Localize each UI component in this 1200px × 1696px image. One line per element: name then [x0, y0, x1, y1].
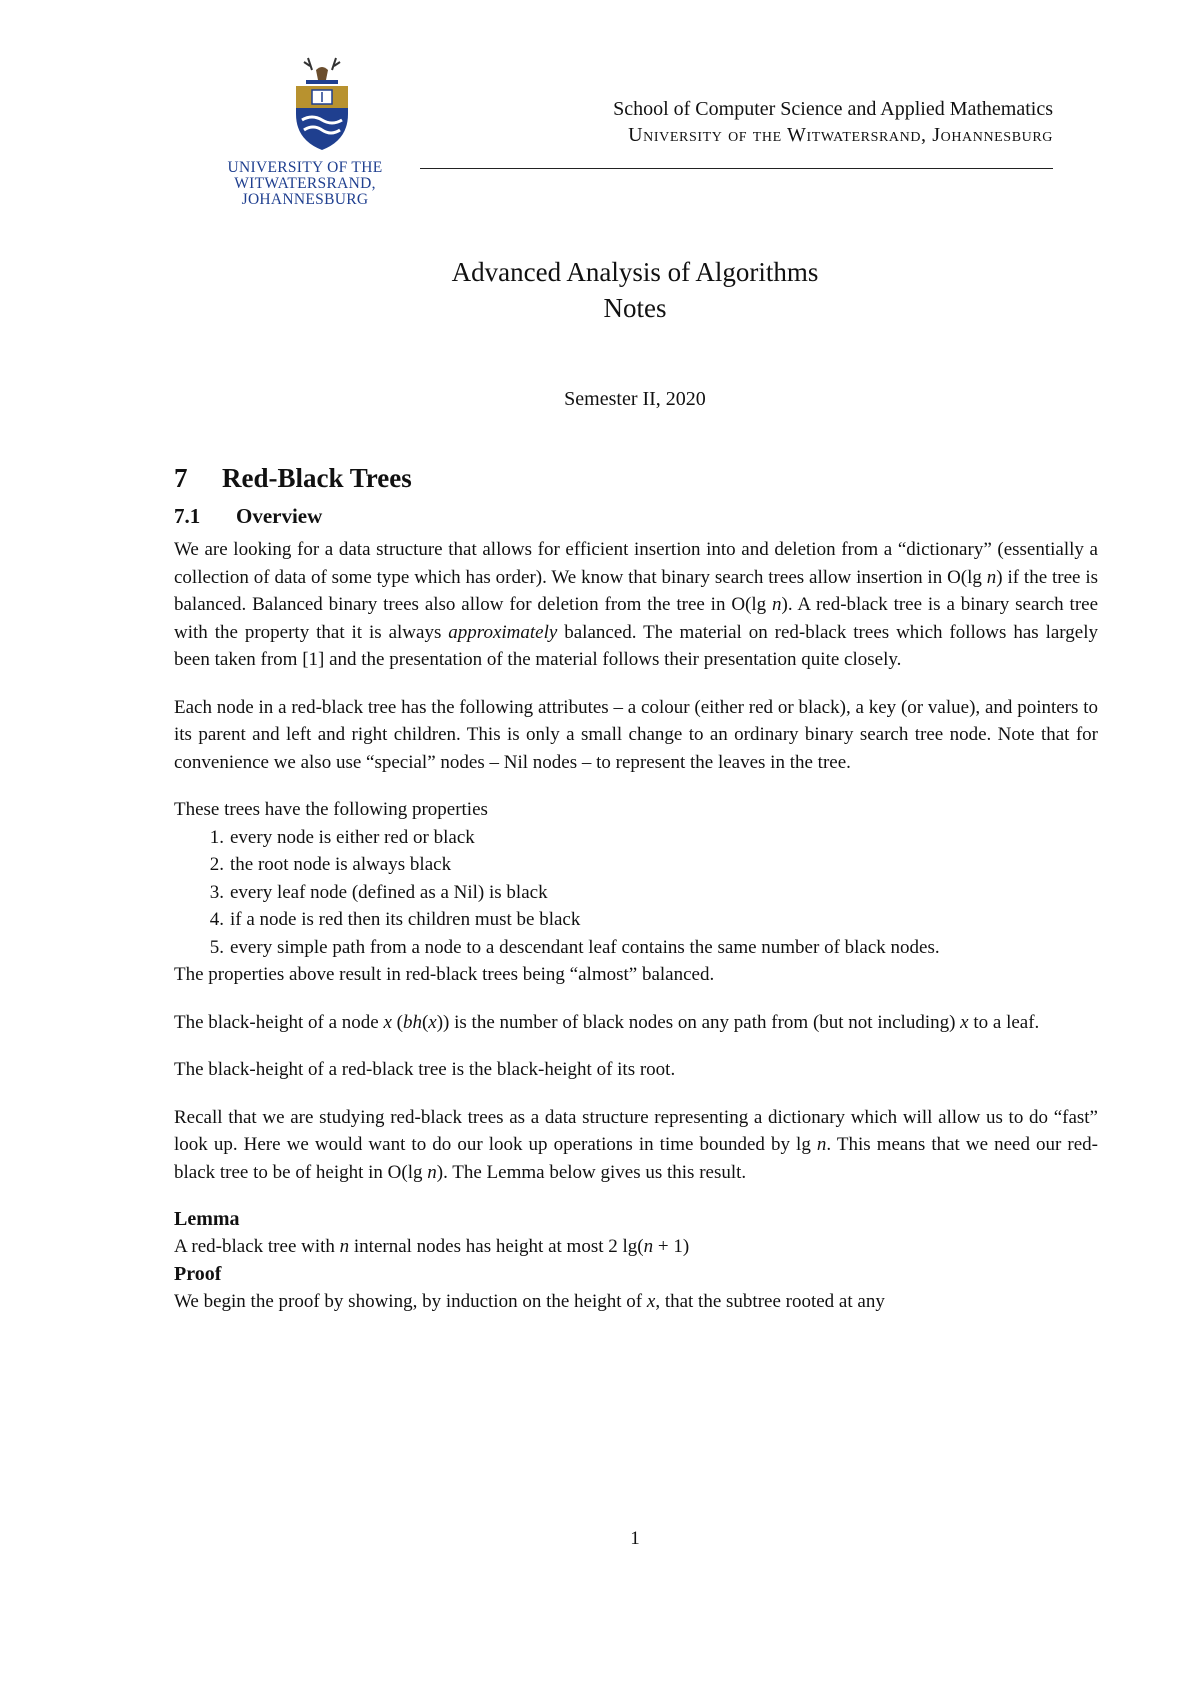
list-item: 4. if a node is red then its children must be black	[209, 909, 581, 930]
paragraph-black-height-node: The black-height of a node x (bh(x)) is the number of black nodes on any path from (but not including) x to a leaf.	[174, 1011, 1040, 1033]
paragraph-overview: We are looking for a data structure that allows for efficient insertion into and deletion from a “dictionary” (essentially a collection of data of some type which has order). We know that binary search trees allow insertion in O(lg n) if the tree is balanced. Balanced binary trees also allow for deletion from the tree in O(lg n). A red-black tree is a binary search tree with the property that it is always approximately balanced. The material on red-black trees which follows has largely been taken from [1] and the presentation of the material follows their presentation quite closely.	[174, 539, 1099, 670]
document-body	[174, 460, 1098, 1315]
logo-line-1: UNIVERSITY OF THE	[227, 159, 383, 176]
paragraph-properties-result: The properties above result in red-black trees being “almost” balanced.	[174, 964, 715, 985]
page-number: 1	[630, 1528, 640, 1549]
subsection-number: 7.1	[174, 504, 201, 528]
university-name: University of the Witwatersrand, Johannesburg	[628, 124, 1053, 146]
list-item: 2. the root node is always black	[209, 854, 452, 875]
document-title: Advanced Analysis of Algorithms	[451, 257, 819, 287]
section-heading	[174, 460, 1098, 496]
subsection-heading	[174, 502, 1098, 530]
list-item: 1. every node is either red or black	[209, 826, 475, 848]
title-block	[0, 254, 1200, 326]
document-subtitle: Notes	[603, 293, 667, 323]
proof-text: We begin the proof by showing, by induction on the height of x, that the subtree rooted at any	[174, 1290, 885, 1312]
header-rule	[420, 168, 1053, 169]
paragraph-properties-intro: These trees have the following properties	[174, 799, 488, 820]
list-item: 5. every simple path from a node to a descendant leaf contains the same number of black nodes.	[209, 936, 940, 958]
proof-heading: Proof	[174, 1262, 222, 1285]
university-crest-logo	[286, 52, 358, 152]
logo-line-2: WITWATERSRAND,	[234, 175, 376, 192]
university-logo-text	[210, 160, 400, 208]
paragraph-lookup: Recall that we are studying red-black trees as a data structure representing a dictionary which will allow us to do “fast” look up. Here we would want to do our look up operations in time bounded by lg n. This means that we need our red-black tree to be of height in O(lg n). The Lemma below gives us this result.	[174, 1106, 1098, 1183]
list-item: 3. every leaf node (defined as a Nil) is black	[209, 881, 548, 903]
logo-line-3: JOHANNESBURG	[241, 191, 369, 208]
lemma-statement: A red-black tree with n internal nodes has height at most 2 lg(n + 1)	[174, 1236, 690, 1257]
paragraph-node-attributes: Each node in a red-black tree has the following attributes – a colour (either red or black), a key (or value), and pointers to its parent and left and right children. This is only a small change to an ordinary binary search tree node. Note that for convenience we also use “special” nodes – Nil nodes – to represent the leaves in the tree.	[174, 696, 1098, 773]
section-number: 7	[174, 463, 188, 493]
paragraph-black-height-tree: The black-height of a red-black tree is the black-height of its root.	[174, 1059, 676, 1080]
school-name: School of Computer Science and Applied Mathematics	[613, 98, 1053, 120]
document-header	[420, 96, 1053, 148]
properties-list	[174, 824, 1098, 962]
semester-line: Semester II, 2020	[564, 388, 706, 410]
subsection-title: Overview	[236, 504, 323, 528]
section-title: Red-Black Trees	[222, 463, 412, 493]
lemma-heading: Lemma	[174, 1208, 240, 1230]
